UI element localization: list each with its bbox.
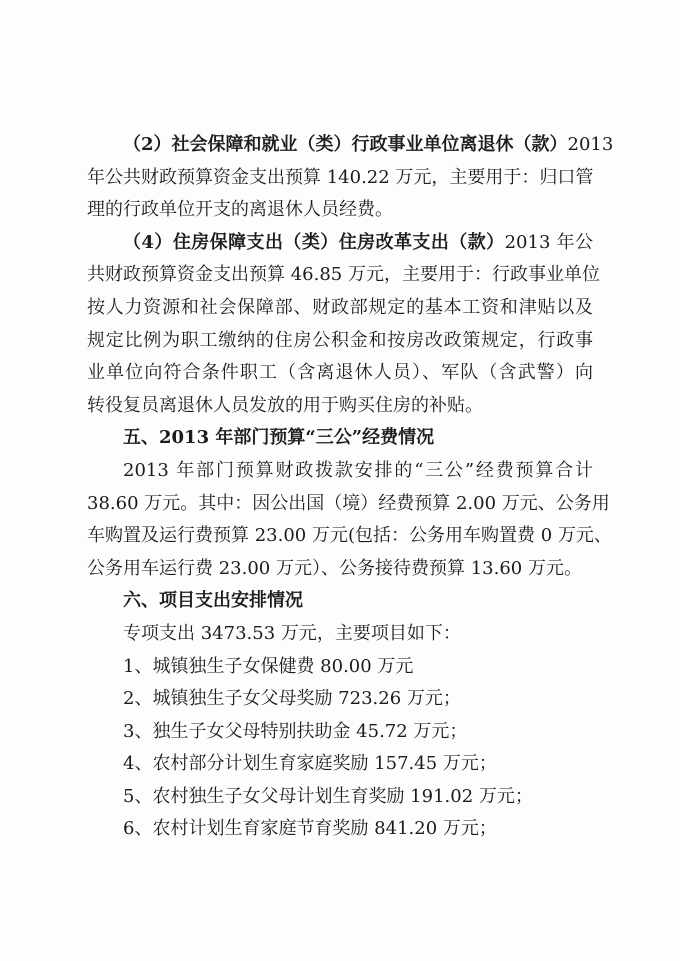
section-5-line-1: 2013 年部门预算财政拨款安排的“三公”经费预算合计 xyxy=(123,459,593,481)
section-6-item-3: 3、独生子女父母特别扶助金 45.72 万元； xyxy=(123,720,468,742)
para-4-line-3: 按人力资源和社会保障部、财政部规定的基本工资和津贴以及 xyxy=(87,296,593,318)
para-2-label: （2）社会保障和就业（类）行政事业单位离退休（款） xyxy=(123,134,568,155)
section-5-heading: 五、2013 年部门预算“三公”经费情况 xyxy=(123,427,435,449)
section-6-intro: 专项支出 3473.53 万元，主要项目如下： xyxy=(123,622,461,644)
para-2-line-1 xyxy=(87,129,614,162)
para-4-line-4: 规定比例为职工缴纳的住房公积金和按房改政策规定，行政事 xyxy=(87,329,593,351)
para-4-line-1 xyxy=(87,227,593,260)
para-2-line-3: 理的行政单位开支的离退休人员经费。 xyxy=(87,199,393,221)
para-2-label-tail: 2013 xyxy=(567,134,614,155)
para-4-label: （4）住房保障支出（类）住房改革支出（款） xyxy=(123,231,505,253)
para-4-line-6: 转役复员离退休人员发放的用于购买住房的补贴。 xyxy=(87,394,483,416)
section-6-item-1: 1、城镇独生子女保健费 80.00 万元 xyxy=(123,655,414,677)
section-5-line-2: 38.60 万元。其中：因公出国（境）经费预算 2.00 万元、公务用 xyxy=(87,492,610,514)
section-6-item-6: 6、农村计划生育家庭节育奖励 841.20 万元； xyxy=(123,818,497,840)
para-4-label-tail: 2013 年公 xyxy=(504,231,594,253)
section-5-line-4: 公务用车运行费 23.00 万元）、公务接待费预算 13.60 万元。 xyxy=(87,557,582,579)
section-5-line-3: 车购置及运行费预算 23.00 万元(包括：公务用车购置费 0 万元、 xyxy=(87,525,612,547)
section-6-item-5: 5、农村独生子女父母计划生育奖励 191.02 万元； xyxy=(123,785,533,807)
para-4-line-2: 共财政预算资金支出预算 46.85 万元，主要用于：行政事业单位 xyxy=(87,264,600,286)
section-6-heading: 六、项目支出安排情况 xyxy=(123,590,303,612)
section-6-item-2: 2、城镇独生子女父母奖励 723.26 万元； xyxy=(123,688,461,710)
section-6-item-4: 4、农村部分计划生育家庭奖励 157.45 万元； xyxy=(123,753,497,775)
para-4-line-5: 业单位向符合条件职工（含离退休人员）、军队（含武警）向 xyxy=(87,362,593,384)
para-2-line-2: 年公共财政预算资金支出预算 140.22 万元，主要用于：归口管 xyxy=(87,166,594,188)
document-body xyxy=(87,129,614,846)
